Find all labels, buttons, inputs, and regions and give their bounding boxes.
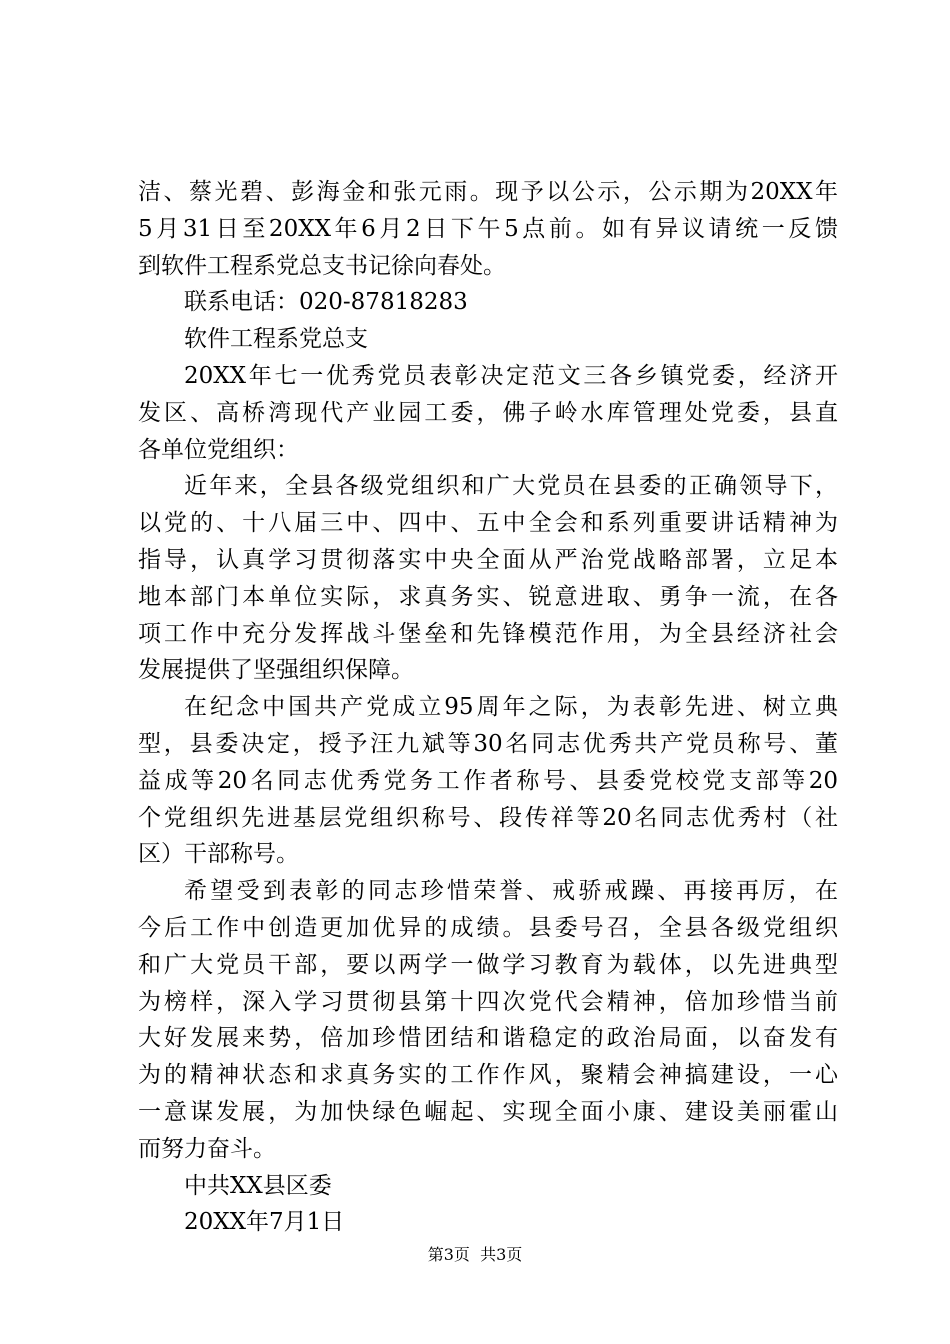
text-line: 大好发展来势，倍加珍惜团结和谐稳定的政治局面，以奋发有 [138,1025,838,1052]
text-line: 而努力奋斗。 [138,1135,276,1162]
page-footer: 第3页 共3页 [427,1245,523,1264]
text-line: 今后工作中创造更加优异的成绩。县委号召，全县各级党组织 [138,914,838,941]
text-line: 区）干部称号。 [138,841,299,868]
document-body [138,174,838,1241]
text-line: 型，县委决定，授予汪九斌等30名同志优秀共产党员称号、董 [138,730,838,757]
text-line: 为榜样，深入学习贯彻县第十四次党代会精神，倍加珍惜当前 [138,988,838,1015]
text-line: 各单位党组织： [138,436,299,463]
text-line: 发区、高桥湾现代产业园工委，佛子岭水库管理处党委，县直 [138,399,838,426]
text-line: 20XX年七一优秀党员表彰决定范文三各乡镇党委，经济开 [184,362,838,389]
text-line: 项工作中充分发挥战斗堡垒和先锋模范作用，为全县经济社会 [138,620,838,647]
text-line: 个党组织先进基层党组织称号、段传祥等20名同志优秀村（社 [138,804,838,831]
text-line: 地本部门本单位实际，求真务实、锐意进取、勇争一流，在各 [138,583,838,610]
text-line: 20XX年7月1日 [184,1209,345,1236]
text-line: 联系电话：020-87818283 [184,289,468,316]
text-line: 到软件工程系党总支书记徐向春处。 [138,252,506,279]
text-line: 希望受到表彰的同志珍惜荣誉、戒骄戒躁、再接再厉，在 [184,878,838,905]
text-line: 发展提供了坚强组织保障。 [138,657,414,684]
text-line: 5月31日至20XX年6月2日下午5点前。如有异议请统一反馈 [138,215,838,242]
text-line: 在纪念中国共产党成立95周年之际，为表彰先进、树立典 [184,694,838,721]
text-line: 软件工程系党总支 [184,326,368,353]
text-line: 一意谋发展，为加快绿色崛起、实现全面小康、建设美丽霍山 [138,1098,838,1125]
text-line: 为的精神状态和求真务实的工作作风，聚精会神搞建设，一心 [138,1062,838,1089]
text-line: 中共XX县区委 [184,1172,332,1199]
text-line: 指导，认真学习贯彻落实中央全面从严治党战略部署，立足本 [138,546,838,573]
text-line: 益成等20名同志优秀党务工作者称号、县委党校党支部等20 [138,767,838,794]
text-line: 洁、蔡光碧、彭海金和张元雨。现予以公示，公示期为20XX年 [138,179,838,205]
text-line: 以党的、十八届三中、四中、五中全会和系列重要讲话精神为 [138,510,838,537]
text-line: 和广大党员干部，要以两学一做学习教育为载体，以先进典型 [138,951,838,978]
text-line: 近年来，全县各级党组织和广大党员在县委的正确领导下， [184,473,838,500]
